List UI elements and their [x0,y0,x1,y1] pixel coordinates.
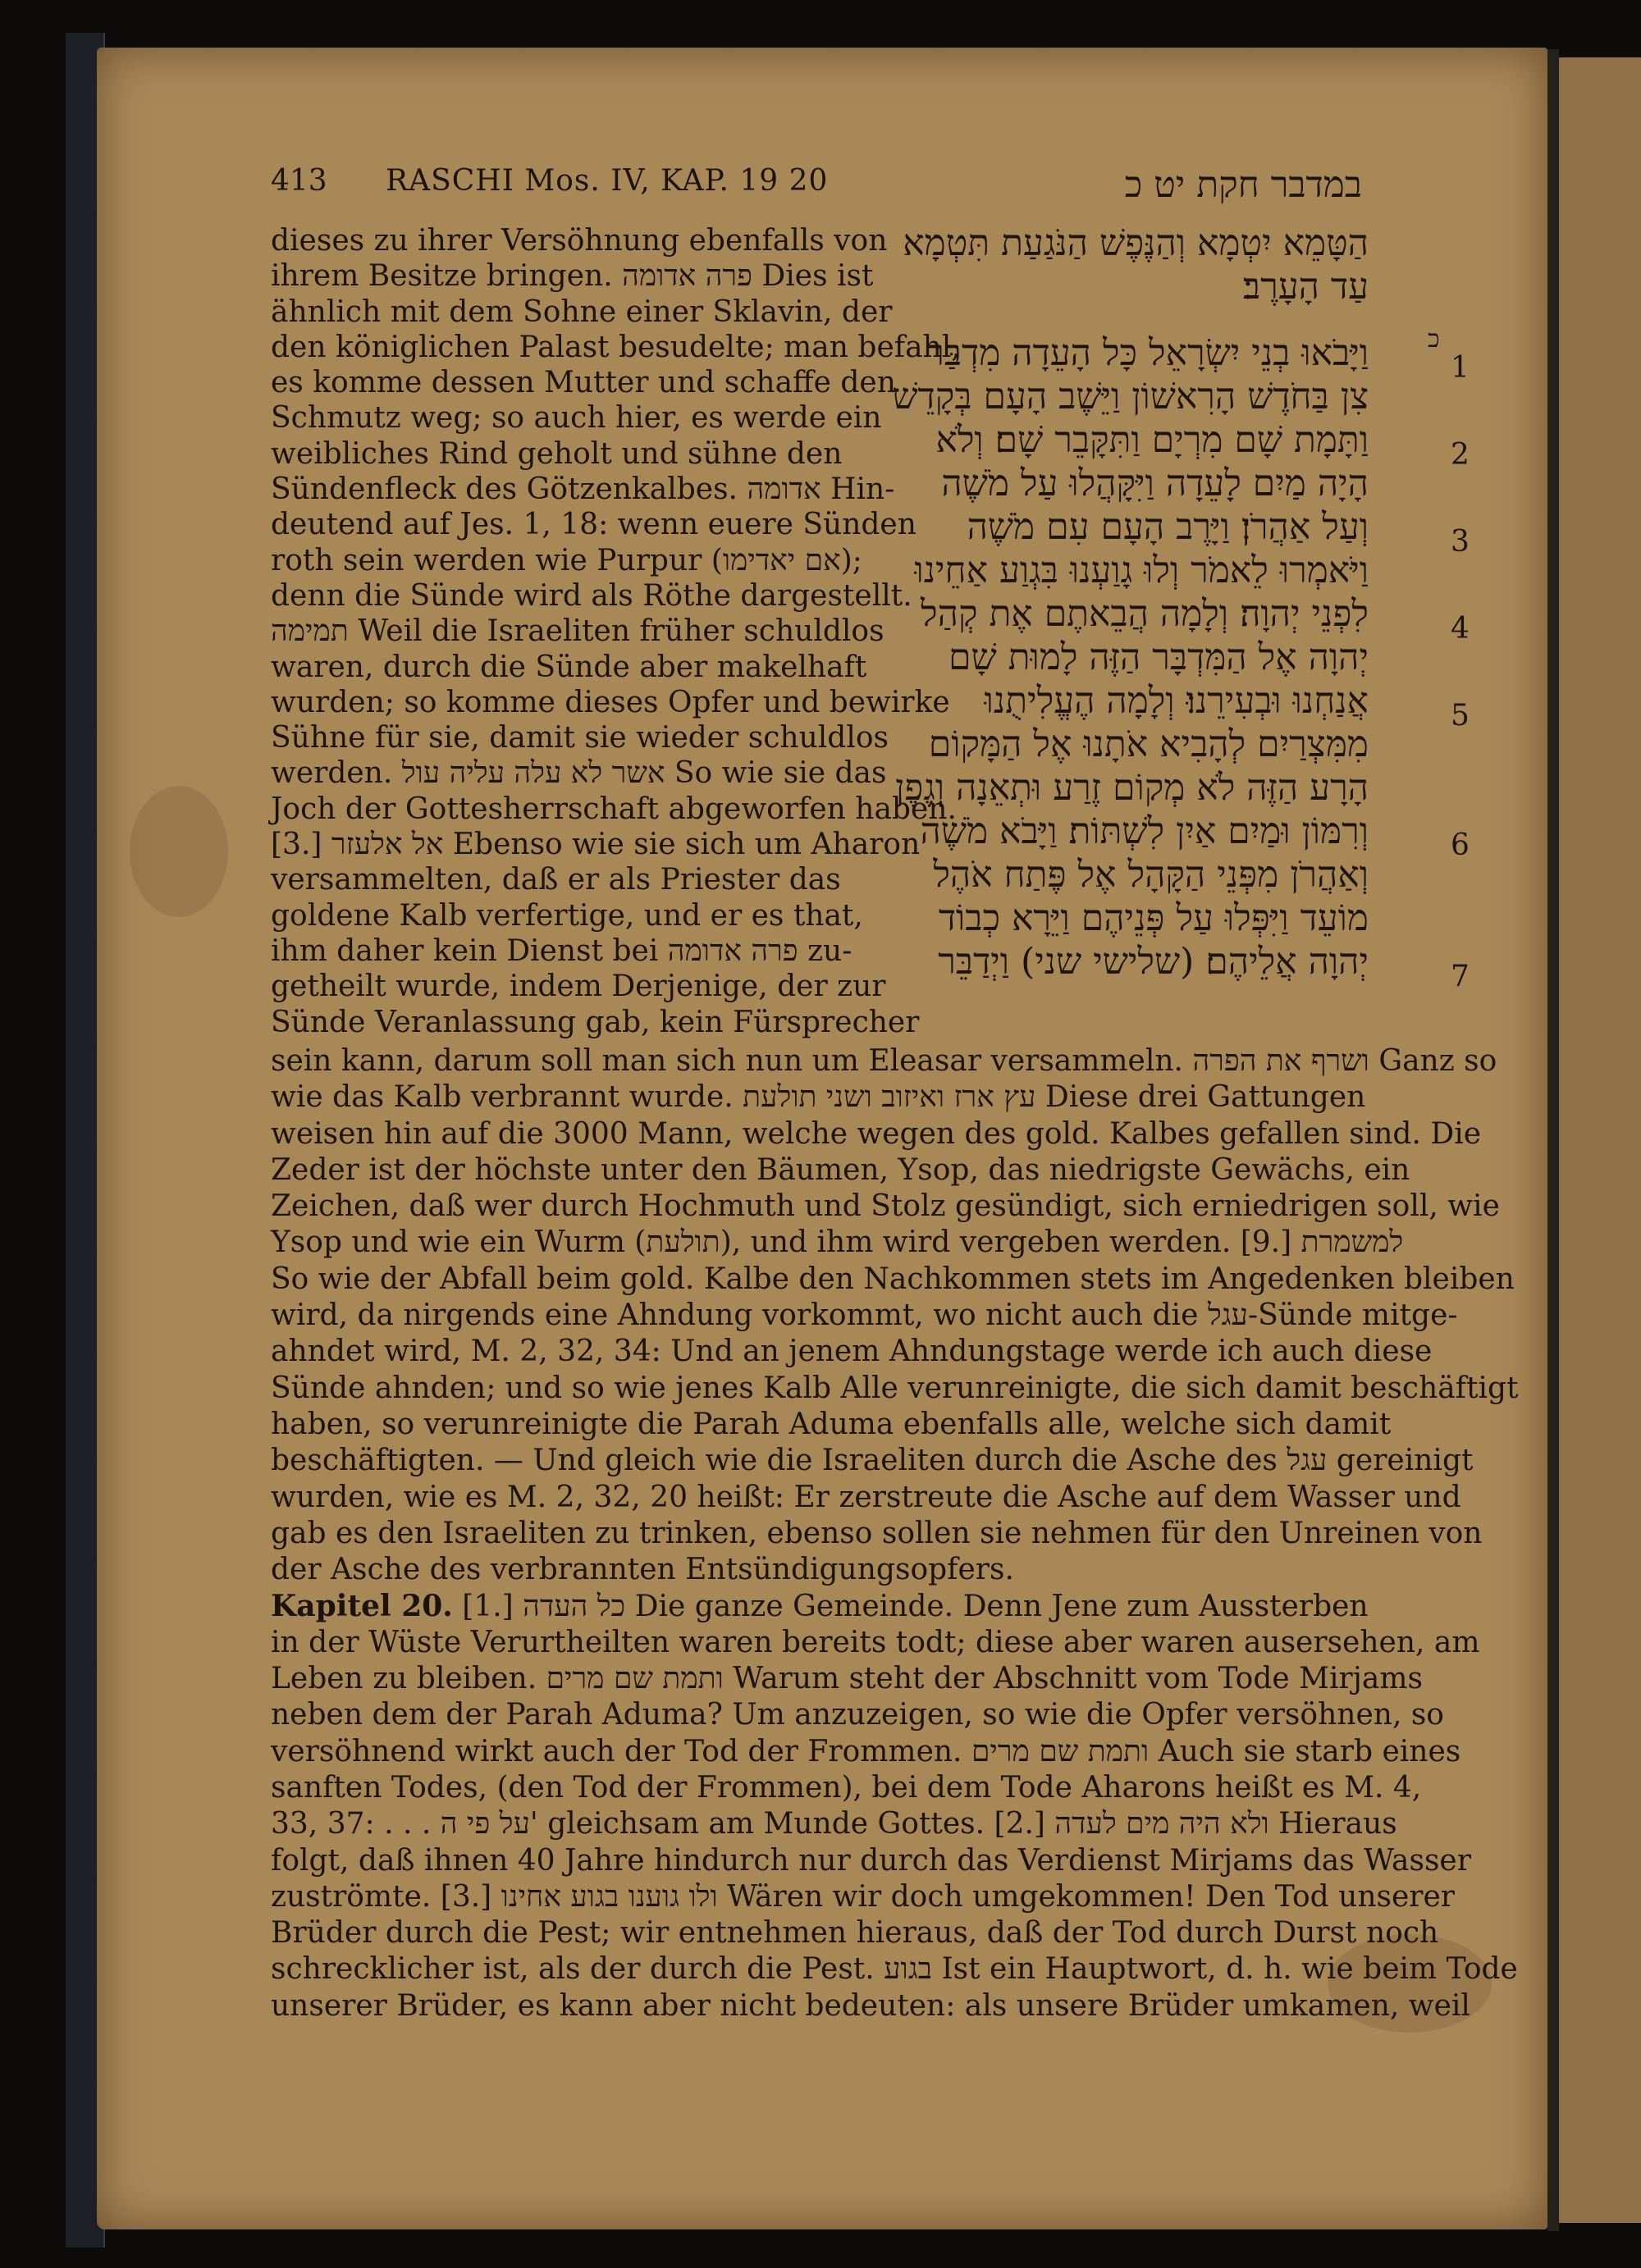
hebrew-line: וַיָּבֹאוּ בְנֵי יִשְׂרָאֵל כָּל הָעֵדָה מִדְבַּר [926,332,1369,374]
text-line: folgt, daß ihnen 40 Jahre hindurch nur durch das Verdienst Mirjams das Wasser [271,1843,1471,1878]
hebrew-line: וְאַהֲרֹן מִפְּנֵי הַקָּהָל אֶל פֶּתַח אֹהֶל [933,854,1369,896]
text-line: zuströmte. [3.] ולו גוענו בגוע אחינו Wären wir doch umgekommen! Den Tod unserer [271,1879,1456,1914]
text-line: dieses zu ihrer Versöhnung ebenfalls von [271,224,888,258]
text-line: werden. אשר לא עלה עליה עול So wie sie das [271,756,887,791]
text-line: Zeichen, daß wer durch Hochmuth und Stolz gesündigt, sich erniedrigen soll, wie [271,1189,1500,1224]
text-line: unserer Brüder, es kann aber nicht bedeuten: als unsere Brüder umkamen, weil [271,1988,1470,2023]
hebrew-line: לִפְנֵי יְהוָה׃ וְלָמָה הֲבֵאתֶם אֶת קְהַל [921,593,1369,635]
text-line: Sündenfleck des Götzenkalbes. אדומה Hin- [271,472,895,507]
hebrew-line: וְרִמּוֹן וּמַיִם אַיִן לִשְׁתּוֹת׃ וַיָּבֹא מֹשֶׁה [920,810,1369,852]
text-line: versammelten, daß er als Priester das [271,863,841,897]
text-line: Ysop und wie ein Wurm (תולעת), und ihm wird vergeben werden. [9.] למשמרת [271,1225,1404,1260]
text-line: Zeder ist der höchste unter den Bäumen, Ysop, das niedrigste Gewächs, ein [271,1152,1410,1187]
text-line: versöhnend wirkt auch der Tod der Frommen. ותמת שם מרים Auch sie starb eines [271,1734,1461,1768]
hebrew-line: הָיָה מַיִם לָעֵדָה וַיִּקָּהֲלוּ עַל מֹשֶׁה [941,463,1369,504]
text-line: deutend auf Jes. 1, 18: wenn euere Sünden [271,508,916,542]
verse-number: 1 [1451,351,1470,385]
chapter-marker: כ [1428,325,1440,354]
text-line: 33, 37: . . . על פי ה' gleichsam am Munde Gottes. [2.] ולא היה מים לעדה Hieraus [271,1807,1397,1841]
text-line: So wie der Abfall beim gold. Kalbe den Nachkommen stets im Angedenken bleiben [271,1262,1515,1296]
hebrew-line: מוֹעֵד וַיִּפְּלוּ עַל פְּנֵיהֶם וַיֵּרָא כְבוֹד [938,897,1369,939]
text-line: haben, so verunreinigte die Parah Aduma ebenfalls alle, welche sich damit [271,1407,1392,1441]
text-line: denn die Sünde wird als Röthe dargestellt. [271,578,912,613]
verse-number: 2 [1451,438,1470,472]
text-line: es komme dessen Mutter und schaffe den [271,366,896,400]
chapter-20-heading: Kapitel 20. [271,1589,453,1624]
hebrew-line: אֲנַחְנוּ וּבְעִירֵנוּ׃ וְלָמָה הֶעֱלִיתֻנוּ [984,680,1369,722]
hebrew-line: וַתָּמָת שָׁם מִרְיָם וַתִּקָּבֵר שָׁם׃ וְלֹא [935,419,1369,461]
text-line: goldene Kalb verfertige, und er es that, [271,898,863,933]
text-line: Leben zu bleiben. ותמת שם מרים Warum steht der Abschnitt vom Tode Mirjams [271,1662,1423,1696]
text-line: ihm daher kein Dienst bei פרה אדומה zu- [271,933,852,968]
text-line: getheilt wurde, indem Derjenige, der zur [271,970,886,1004]
text-line: beschäftigten. — Und gleich wie die Israeliten durch die Asche des עגל gereinigt [271,1444,1474,1478]
text-line: ähnlich mit dem Sohne einer Sklavin, der [271,294,893,329]
text-line: Brüder durch die Pest; wir entnehmen hieraus, daß der Tod durch Durst noch [271,1916,1439,1951]
hebrew-line: הַטָּמֵא יִטְמָא וְהַנֶּפֶשׁ הַנֹּגַעַת תִּטְמָא [903,222,1369,264]
verse-number: 5 [1451,699,1470,732]
german-commentary-column [271,223,961,1040]
verse-number: 4 [1451,612,1470,646]
text-line: roth sein werden wie Purpur (אם יאדימו); [271,543,862,577]
hebrew-verse-column [892,221,1369,983]
text-line: wurden, wie es M. 2, 32, 20 heißt: Er zerstreute die Asche auf dem Wasser und [271,1480,1461,1514]
page-number: 413 [271,164,327,198]
hebrew-line: יְהוָה אֲלֵיהֶם׃ (שלישי שני) וַיְדַבֵּר [938,941,1369,983]
text-line: weisen hin auf die 3000 Mann, welche wegen des gold. Kalbes gefallen sind. Die [271,1116,1482,1151]
text-line: Sünde Veranlassung gab, kein Fürsprecher [271,1005,920,1039]
commentary-continued [271,1043,1519,2024]
hebrew-line: עַד הָעָרֶב׃ [1242,266,1369,308]
verse-number: 7 [1451,960,1470,993]
text-line: gab es den Israeliten zu trinken, ebenso sollen sie nehmen für den Unreinen von [271,1516,1483,1550]
text-fragment: [1.] כל העדה Die ganze Gemeinde. Denn Jene zum Aussterben [452,1590,1369,1624]
text-line: schrecklicher ist, als der durch die Pest. בגוע Ist ein Hauptwort, d. h. wie beim Tode [271,1952,1518,1987]
text-line: wie das Kalb verbrannt wurde. עץ ארז ואיזוב ושני תולעת Diese drei Gattungen [271,1080,1366,1115]
hebrew-line: מִמִּצְרַיִם לְהָבִיא אֹתָנוּ אֶל הַמָּקוֹם [928,723,1369,765]
hebrew-line: צִן בַּחֹדֶשׁ הָרִאשׁוֹן וַיֵּשֶׁב הָעָם בְּקָדֵשׁ [892,376,1369,418]
text-line: ihrem Besitze bringen. פרה אדומה Dies ist [271,259,874,294]
paper-stain [130,786,228,917]
hebrew-line: וְעַל אַהֲרֹן׃ וַיָּרֶב הָעָם עִם מֹשֶׁה [967,506,1369,548]
text-line: weibliches Rind geholt und sühne den [271,436,843,471]
next-page-edge [1559,57,1641,2223]
text-line: der Asche des verbrannten Entsündigungsopfers. [271,1553,1014,1587]
hebrew-line: וַיֹּאמְרוּ לֵאמֹר וְלוּ גָוַעְנוּ בִּגְוַע אַחֵינוּ [914,550,1369,591]
text-line: sein kann, darum soll man sich nun um Eleasar versammeln. ושרף את הפרה Ganz so [271,1044,1497,1078]
hebrew-running-title: במדבר חקת יט כ [1124,164,1362,206]
text-line: Sünde ahnden; und so wie jenes Kalb Alle verunreinigte, die sich damit beschäftigt [271,1371,1519,1405]
text-line: Sühne für sie, damit sie wieder schuldlos [271,721,889,755]
text-line: Joch der Gottesherrschaft abgeworfen haben. [271,792,957,826]
text-line: [3.] אל אלעזר Ebenso wie sie sich um Aharon [271,828,921,862]
page-gutter [1547,49,1559,2231]
text-line: wurden; so komme dieses Opfer und bewirke [271,685,950,719]
text-line: Schmutz weg; so auch hier, es werde ein [271,401,882,436]
text-line: sanften Todes, (den Tod der Frommen), bei dem Tode Aharons heißt es M. 4, [271,1770,1422,1805]
text-line: in der Wüste Verurtheilten waren bereits todt; diese aber waren ausersehen, am [271,1625,1480,1659]
text-line: neben dem der Parah Aduma? Um anzuzeigen, so wie die Opfer versöhnen, so [271,1698,1444,1732]
text-line: wird, da nirgends eine Ahndung vorkommt, wo nicht auch die עגל-Sünde mitge- [271,1298,1458,1333]
text-line: den königlichen Palast besudelte; man befahl, [271,330,961,364]
chapter-20-first-line [271,1588,1436,1624]
verse-number: 3 [1451,525,1470,559]
hebrew-line: הָרָע הַזֶּה לֹא מְקוֹם זֶרַע וּתְאֵנָה וְגֶפֶן [895,767,1369,809]
text-line: תמימה Weil die Israeliten früher schuldlos [271,614,884,649]
hebrew-line: יְהוָה אֶל הַמִּדְבָּר הַזֶּה לָמוּת שָׁם [948,637,1369,678]
running-title: RASCHI Mos. IV, KAP. 19 20 [386,164,829,198]
verse-number: 6 [1451,828,1470,862]
text-line: ahndet wird, M. 2, 32, 34: Und an jenem Ahndungstage werde ich auch diese [271,1335,1433,1369]
text-line: waren, durch die Sünde aber makelhaft [271,650,867,684]
chapter-spacer [901,308,1369,331]
